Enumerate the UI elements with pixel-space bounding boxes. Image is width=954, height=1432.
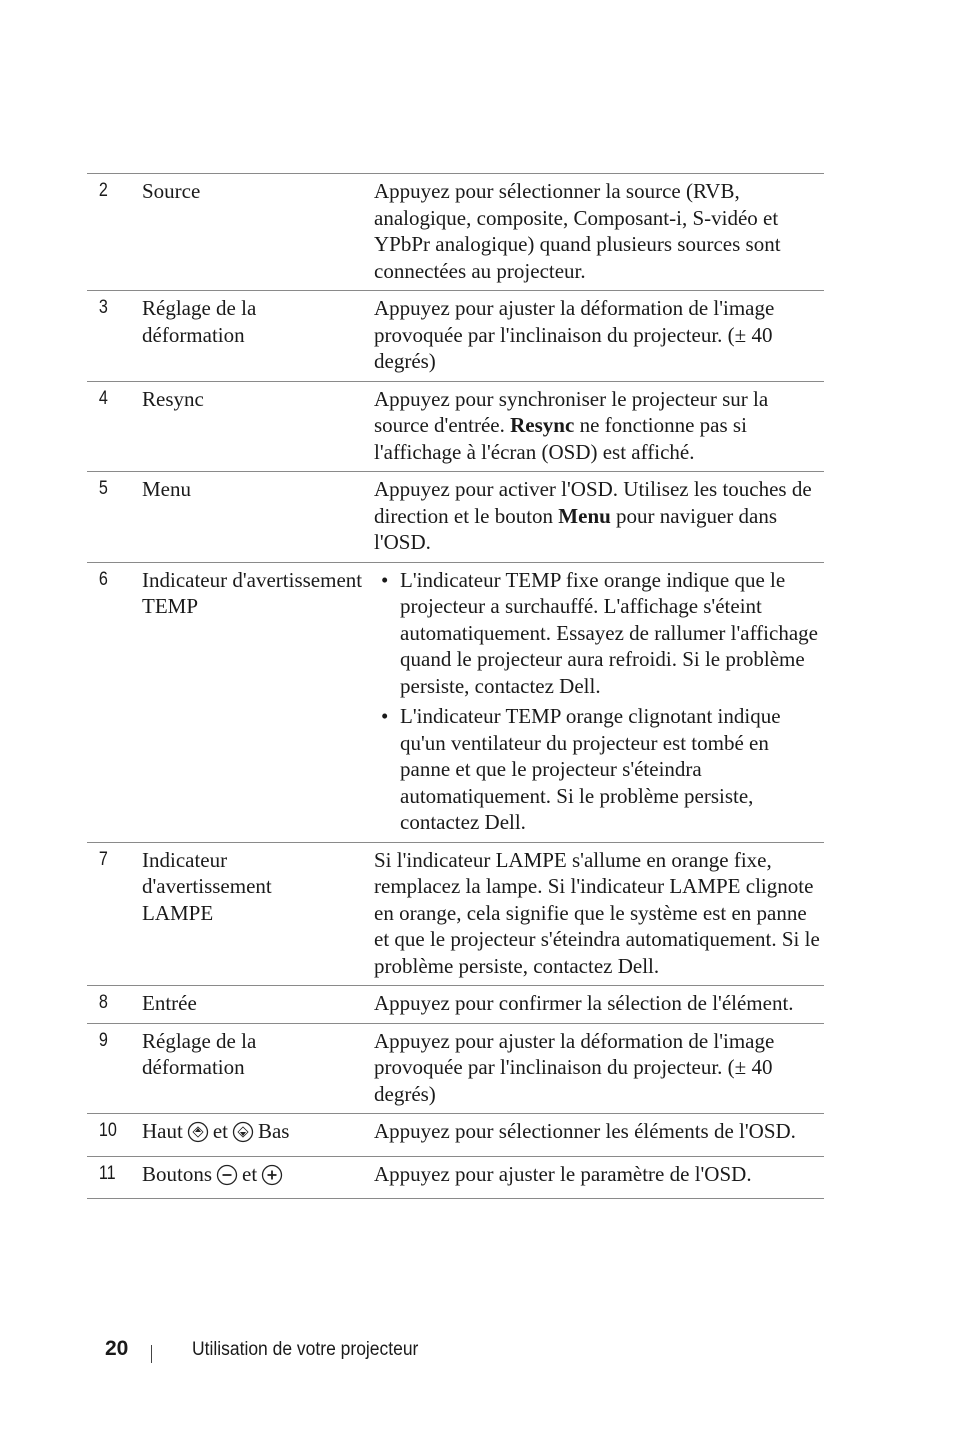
bullet-text: L'indicateur TEMP fixe orange indique que le projecteur a surchauffé. L'affichage s'éteint automatiquement. Essayez de rallumer l'affichage quand le projecteur aura refroidi. Si le problème persiste, contactez Dell. (400, 567, 818, 698)
row-number: 2 (98, 180, 108, 201)
table-row (87, 563, 824, 843)
button-name-text: Haut (142, 1119, 183, 1143)
button-description: Appuyez pour sélectionner les éléments de l'OSD. (374, 1119, 796, 1143)
bullet-marker: • (381, 567, 389, 592)
plus-button-icon (261, 1164, 283, 1193)
list-item (374, 567, 824, 700)
button-name (142, 1161, 374, 1193)
button-name: Réglage de la déformation (142, 296, 257, 347)
table-row (87, 291, 824, 382)
row-number: 11 (98, 1162, 116, 1184)
row-number: 6 (98, 568, 108, 590)
row-number: 4 (98, 387, 108, 409)
row-number: 10 (98, 1120, 117, 1141)
button-name: Indicateur d'avertissement TEMP (142, 567, 363, 618)
button-name: Source (142, 179, 201, 203)
description-text: Appuyez pour activer l'OSD. Utilisez les touches de direction et le bouton (374, 477, 812, 528)
bullet-list (374, 567, 824, 836)
page-footer (0, 1337, 954, 1367)
button-name (142, 1118, 374, 1150)
button-name: Réglage de la déformation (142, 1028, 257, 1079)
button-description: Appuyez pour sélectionner la source (RVB, analogique, composite, Composant-i, S-vidéo et YPbPr analogique) quand plusieurs sources sont connectées au projecteur. (374, 179, 781, 283)
description-text: pour naviguer dans l'OSD. (374, 503, 778, 554)
button-description: Appuyez pour ajuster la déformation de l'image provoquée par l'inclinaison du projecteur. (± 40 degrés) (374, 1028, 775, 1106)
button-description (374, 567, 824, 836)
table-row (87, 986, 824, 1024)
row-number: 7 (98, 848, 108, 870)
list-item (374, 703, 824, 836)
table-row (87, 1114, 824, 1157)
row-number: 5 (98, 478, 108, 499)
button-description: Appuyez pour confirmer la sélection de l'élément. (374, 991, 794, 1015)
row-number: 9 (98, 1029, 108, 1051)
table-row (87, 1024, 824, 1115)
section-title: Utilisation de votre projecteur (192, 1339, 419, 1360)
button-function-table (87, 173, 824, 1199)
button-description: Appuyez pour ajuster le paramètre de l'OSD. (374, 1161, 752, 1186)
button-name: Entrée (142, 991, 197, 1015)
conjunction-text: et (242, 1161, 258, 1186)
table-row (87, 174, 824, 291)
footer-separator (151, 1345, 152, 1363)
bold-term: Menu (558, 503, 611, 528)
description-text: Appuyez pour synchroniser le projecteur sur la source d'entrée. (374, 386, 769, 437)
button-description (374, 476, 824, 556)
button-description (374, 386, 824, 466)
table-row (87, 1157, 824, 1200)
button-description: Si l'indicateur LAMPE s'allume en orange fixe, remplacez la lampe. Si l'indicateur LAMPE clignote en orange, cela signifie que le système est en panne et que le projecteur s'éteindra automatiquement. Si le problème persiste, contactez Dell. (374, 847, 820, 978)
description-text: ne fonctionne pas si l'affichage à l'écran (OSD) est affiché. (374, 413, 747, 464)
page-number: 20 (105, 1337, 129, 1360)
button-name-text: Bas (257, 1119, 290, 1143)
row-number: 3 (98, 297, 108, 318)
table-row (87, 472, 824, 563)
up-arrow-button-icon (187, 1121, 209, 1150)
button-name: Menu (142, 477, 191, 501)
bullet-text: L'indicateur TEMP orange clignotant indique qu'un ventilateur du projecteur est tombé en panne et que le projecteur s'éteindra automatiquement. Si le problème persiste, contactez Dell. (400, 704, 781, 834)
table-row (87, 382, 824, 473)
bold-term: Resync (510, 413, 575, 437)
conjunction-text: et (212, 1119, 228, 1143)
bullet-marker: • (381, 704, 389, 728)
button-name: Indicateur d'avertissement LAMPE (142, 847, 272, 925)
down-arrow-button-icon (232, 1121, 254, 1150)
button-description: Appuyez pour ajuster la déformation de l'image provoquée par l'inclinaison du projecteur. (± 40 degrés) (374, 296, 775, 373)
table-row (87, 843, 824, 987)
button-name-text: Boutons (142, 1161, 213, 1186)
row-number: 8 (98, 992, 108, 1013)
minus-button-icon (216, 1164, 238, 1193)
button-name: Resync (142, 386, 204, 411)
